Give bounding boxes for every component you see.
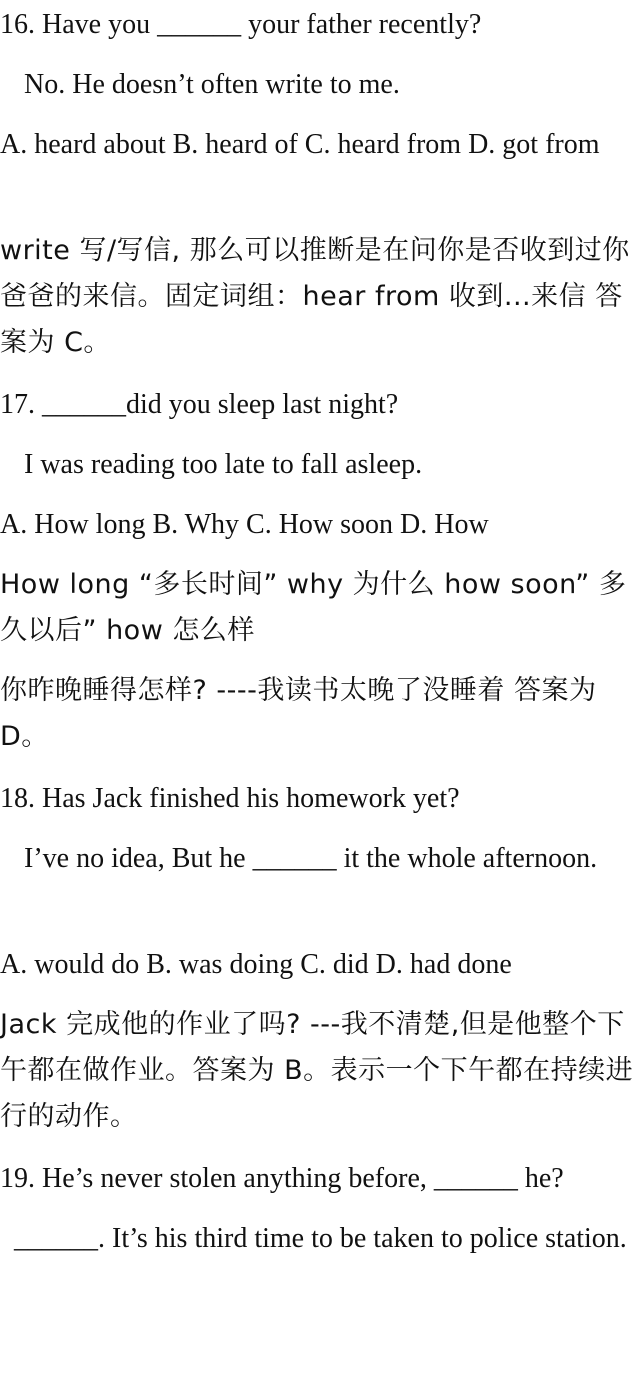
question-16-options: A. heard about B. heard of C. heard from D. got from	[0, 129, 600, 160]
question-16-text: 16. Have you ______ your father recently?	[0, 9, 482, 40]
question-19-text: 19. He’s never stolen anything before, ______ he?	[0, 1163, 564, 1194]
question-16-explanation: write 写/写信, 那么可以推断是在问你是否收到过你爸爸的来信。固定词组：hear from 收到...来信 答案为 C。	[0, 235, 630, 358]
question-17-text: 17. ______did you sleep last night?	[0, 389, 399, 420]
question-17-explanation: How long “多长时间” why 为什么 how soon” 多久以后” how 怎么样	[0, 569, 627, 646]
question-17-answer-line: I was reading too late to fall asleep.	[24, 449, 423, 480]
question-18-answer-line: I’ve no idea, But he ______ it the whole afternoon.	[24, 843, 598, 874]
question-17-options: A. How long B. Why C. How soon D. How	[0, 509, 489, 540]
question-19-answer-line: ______. It’s his third time to be taken to police station.	[14, 1223, 627, 1254]
question-17-explanation-2: 你昨晚睡得怎样? ----我读书太晚了没睡着 答案为 D。	[0, 675, 597, 752]
question-18-options: A. would do B. was doing C. did D. had done	[0, 949, 512, 980]
question-18-text: 18. Has Jack finished his homework yet?	[0, 783, 460, 814]
question-16-answer-line: No. He doesn’t often write to me.	[24, 69, 400, 100]
question-18-explanation: Jack 完成他的作业了吗? ---我不清楚,但是他整个下午都在做作业。答案为 B。表示一个下午都在持续进行的动作。	[0, 1009, 634, 1132]
